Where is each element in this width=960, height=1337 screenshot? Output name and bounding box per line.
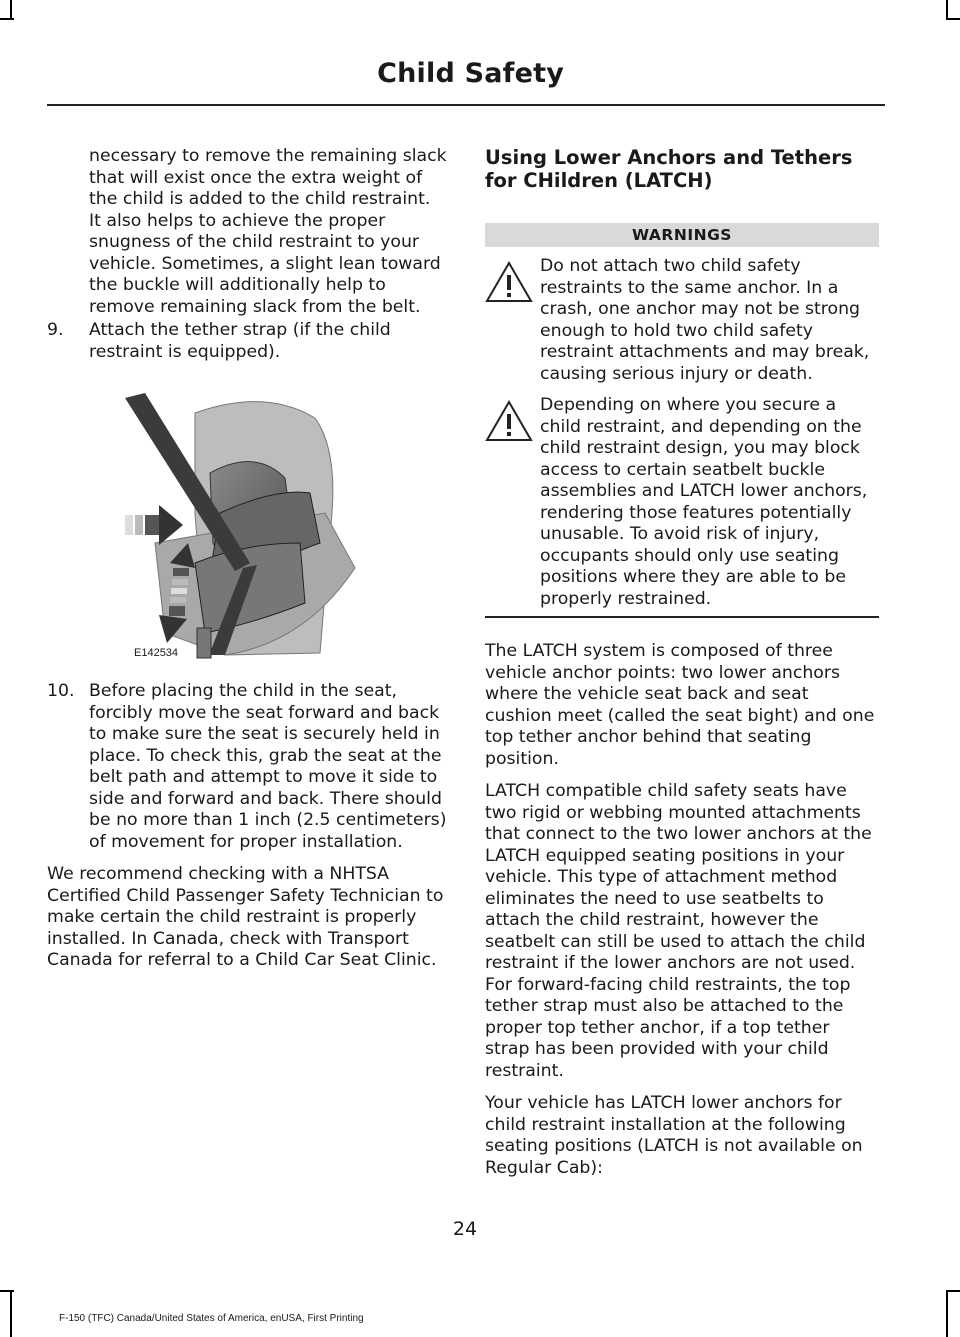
right-column [485,146,879,1179]
warning-block-1 [485,256,879,385]
child-seat-illustration [125,393,445,661]
paragraph-continued: necessary to remove the remaining slack that will exist once the extra weight of the child is added to the child restraint. It also helps to achieve the proper snugness of the child restraint to your vehicle. Sometimes, a slight lean toward the buckle will additionally help to remove remaining slack from the belt. [89,146,447,317]
figure-code: E142534 [134,647,179,659]
paragraph-latch-compatible: LATCH compatible child safety seats have two rigid or webbing mounted attachments that connect to the two lower anchors at the LATCH equipped seating positions in your vehicle. This type of attachment method eliminates the need to use seatbelts to attach the child restraint, however the seatbelt can still be used to attach the child restraint if the lower anchors are not used. For forward-facing child restraints, the top tether strap must also be attached to the proper top tether anchor, if a top tether strap has been provided with your child restraint. [485,781,872,1081]
warning-text: Depending on where you secure a child restraint, and depending on the child restraint design, you may block access to certain seatbelt buckle assemblies and LATCH lower anchors, rendering those features potentially unusable. To avoid risk of injury, occupants should only use seating positions where they are able to be properly restrained. [540,395,868,609]
child-seat-drawing [125,393,445,661]
crop-mark [0,18,14,20]
section-heading: Using Lower Anchors and Tethers for CHildren (LATCH) [485,146,853,192]
warning-text: Do not attach two child safety restraints to the same anchor. In a crash, one anchor may not be strong enough to hold two child safety restraint attachments and may break, causing serious injury or death. [540,256,870,384]
page-number: 24 [452,1218,478,1240]
crop-mark [946,1290,960,1292]
crop-mark [10,0,12,20]
crop-mark [10,1290,12,1337]
list-item-step-10 [47,681,447,853]
paragraph-latch-positions: Your vehicle has LATCH lower anchors for child restraint installation at the following seating positions (LATCH is not available on Regular Cab): [485,1093,863,1178]
page-title: Child Safety [377,58,564,89]
list-text: Attach the tether strap (if the child restraint is equipped). [89,320,391,362]
list-number: 9. [47,320,64,340]
crop-mark [946,1290,948,1337]
left-column [47,146,447,363]
list-number: 10. [47,681,75,701]
footer-text: F-150 (TFC) Canada/United States of America, enUSA, First Printing [59,1313,364,1324]
crop-mark [0,1290,14,1292]
crop-mark [946,18,960,20]
warnings-banner: WARNINGS [485,223,879,247]
warning-triangle-icon [485,399,533,443]
paragraph-recommend: We recommend checking with a NHTSA Certified Child Passenger Safety Technician to make certain the child restraint is properly installed. In Canada, check with Transport Canada for referral to a Child Car Seat Clinic. [47,864,444,970]
warning-block-2 [485,395,879,610]
warnings-end-divider [485,616,879,618]
header-divider [47,104,885,106]
paragraph-latch-system: The LATCH system is composed of three vehicle anchor points: two lower anchors where the vehicle seat back and seat cushion meet (called the seat bight) and one top tether anchor behind that seating position. [485,641,875,769]
warning-triangle-icon [485,260,533,304]
left-column-lower [47,681,447,972]
crop-mark [946,0,948,20]
list-text: Before placing the child in the seat, forcibly move the seat forward and back to make sure the seat is securely held in place. To check this, grab the seat at the belt path and attempt to move it side to side and forward and back. There should be no more than 1 inch (2.5 centimeters) of movement for proper installation. [89,681,447,852]
list-item-step-9 [47,320,447,363]
